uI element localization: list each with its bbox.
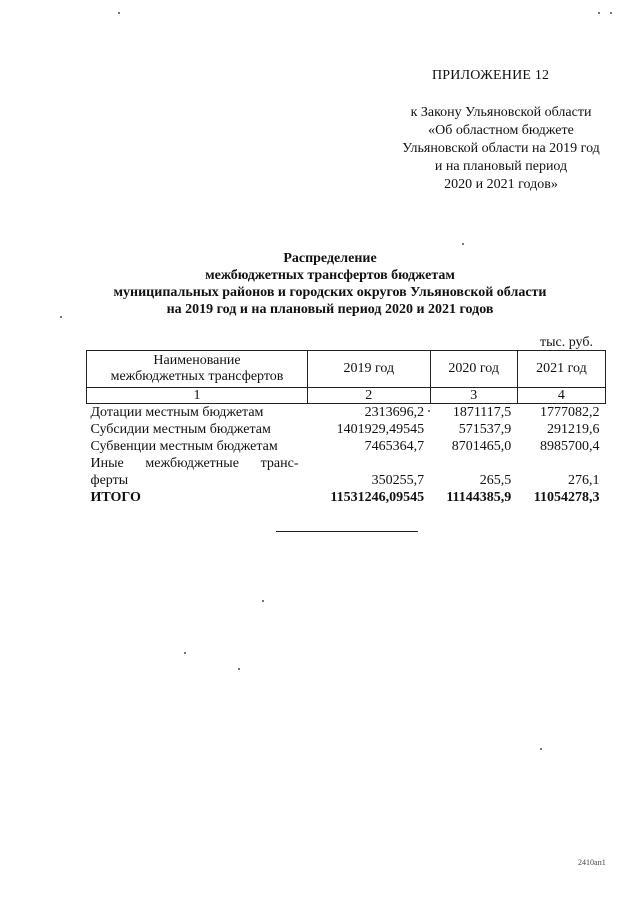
- transfers-table: [86, 350, 606, 506]
- value-2021: 8985700,4: [540, 439, 600, 454]
- table-row: [87, 455, 606, 489]
- title-line: на 2019 год и на плановый период 2020 и 2021 годов: [166, 302, 494, 317]
- value-2020: 8701465,0: [451, 439, 512, 454]
- column-number-row: [87, 388, 606, 404]
- value-2020: 571537,9: [458, 422, 512, 437]
- value-2021: 276,1: [568, 473, 600, 488]
- header-name-cell: [87, 351, 308, 388]
- title-line: межбюджетных трансфертов бюджетам: [205, 268, 455, 283]
- total-2020: 11144385,9: [446, 490, 512, 505]
- value-2019: 2313696,2: [364, 405, 425, 420]
- value-2021: 291219,6: [547, 422, 600, 437]
- law-reference: [360, 104, 640, 194]
- row-name: Субвенции местным бюджетам: [90, 439, 278, 454]
- law-line: Ульяновской области на 2019 год: [402, 141, 600, 156]
- law-line: «Об областном бюджете: [428, 123, 574, 138]
- scan-speck: [462, 243, 464, 245]
- units-label: тыс. руб.: [540, 335, 593, 350]
- header-year-2020: 2020 год: [430, 351, 517, 388]
- scan-speck: [598, 12, 600, 14]
- title-line: Распределение: [283, 251, 377, 266]
- footer-code: 2410ап1: [578, 858, 606, 867]
- row-name: [87, 455, 308, 489]
- row-name: Дотации местным бюджетам: [90, 405, 264, 420]
- law-line: и на плановый период: [434, 159, 568, 174]
- value-2020: 265,5: [479, 473, 512, 488]
- total-row: [87, 489, 606, 506]
- total-2021: 11054278,3: [533, 490, 600, 505]
- law-line: к Закону Ульяновской области: [410, 105, 592, 120]
- value-2019: 350255,7: [371, 473, 425, 488]
- title-line: муниципальных районов и городских округов Ульяновской области: [113, 285, 547, 300]
- scan-speck: [540, 748, 542, 750]
- table-row: [87, 421, 606, 438]
- scan-speck: [118, 12, 120, 14]
- value-2021: 1777082,2: [540, 405, 600, 420]
- header-name-line: Наименование: [153, 353, 241, 368]
- table-header-row: [87, 351, 606, 388]
- scan-speck: [262, 600, 264, 602]
- row-name: Субсидии местным бюджетам: [90, 422, 271, 437]
- value-2019: 1401929,49545: [336, 422, 425, 437]
- column-number: 3: [430, 388, 517, 404]
- scan-speck: [610, 12, 612, 14]
- table-row: [87, 438, 606, 455]
- document-title: [70, 250, 590, 318]
- column-number: 2: [308, 388, 431, 404]
- total-label: ИТОГО: [90, 490, 141, 505]
- header-name-line: межбюджетных трансфертов: [110, 369, 284, 384]
- total-2019: 11531246,09545: [330, 490, 425, 505]
- scan-speck: [428, 410, 430, 412]
- scan-speck: [184, 652, 186, 654]
- column-number: 1: [87, 388, 308, 404]
- scan-speck: [60, 316, 62, 318]
- law-line: 2020 и 2021 годов»: [444, 177, 558, 192]
- value-2019: 7465364,7: [364, 439, 425, 454]
- row-name-line: ферты: [90, 473, 129, 488]
- row-name-line: Иные межбюджетные транс-: [90, 456, 299, 471]
- value-2020: 1871117,5: [452, 405, 512, 420]
- closing-rule: [276, 531, 418, 532]
- scan-speck: [238, 668, 240, 670]
- column-number: 4: [517, 388, 605, 404]
- appendix-heading: ПРИЛОЖЕНИЕ 12: [432, 68, 550, 83]
- header-year-2019: 2019 год: [308, 351, 431, 388]
- table-row: [87, 404, 606, 422]
- header-year-2021: 2021 год: [517, 351, 605, 388]
